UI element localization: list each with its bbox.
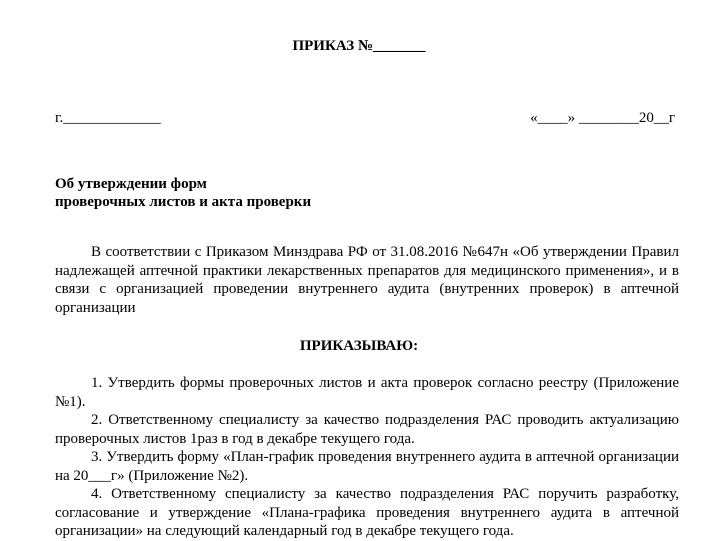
order-item: 2. Ответственному специалисту за качество подразделения РАС проводить актуализацию проверочных листов 1раз в год в декабре текущего года.	[55, 412, 679, 447]
place-date-row	[55, 109, 675, 127]
subject-line: проверочных листов и акта проверки	[55, 194, 312, 210]
preamble-paragraph: В соответствии с Приказом Минздрава РФ от 31.08.2016 №647н «Об утверждении Правил надлежащей аптечной практики лекарственных препаратов для медицинского применения», и в связи с организацией проведении внутреннего аудита (внутренних проверок) в аптечной организации	[55, 244, 679, 316]
subject-line: Об утверждении форм	[55, 176, 207, 192]
order-item: 4. Ответственному специалисту за качество подразделения РАС поручить разработку, согласование и утверждение «Плана-графика проведения внутреннего аудита в аптечной организации» на следующий календарный год в декабре текущего года.	[55, 486, 679, 539]
order-items-list	[55, 374, 679, 541]
order-item: 1. Утвердить формы проверочных листов и акта проверок согласно реестру (Приложение №1).	[55, 375, 679, 410]
city-field: г._____________	[55, 110, 161, 126]
order-item: 3. Утвердить форму «План-график проведения внутреннего аудита в аптечной организации на 20___г» (Приложение №2).	[55, 449, 679, 484]
document-title: ПРИКАЗ №_______	[292, 38, 426, 54]
order-heading: ПРИКАЗЫВАЮ:	[299, 338, 419, 354]
date-field: «____» ________20__г	[530, 110, 675, 126]
order-subject	[55, 175, 455, 211]
